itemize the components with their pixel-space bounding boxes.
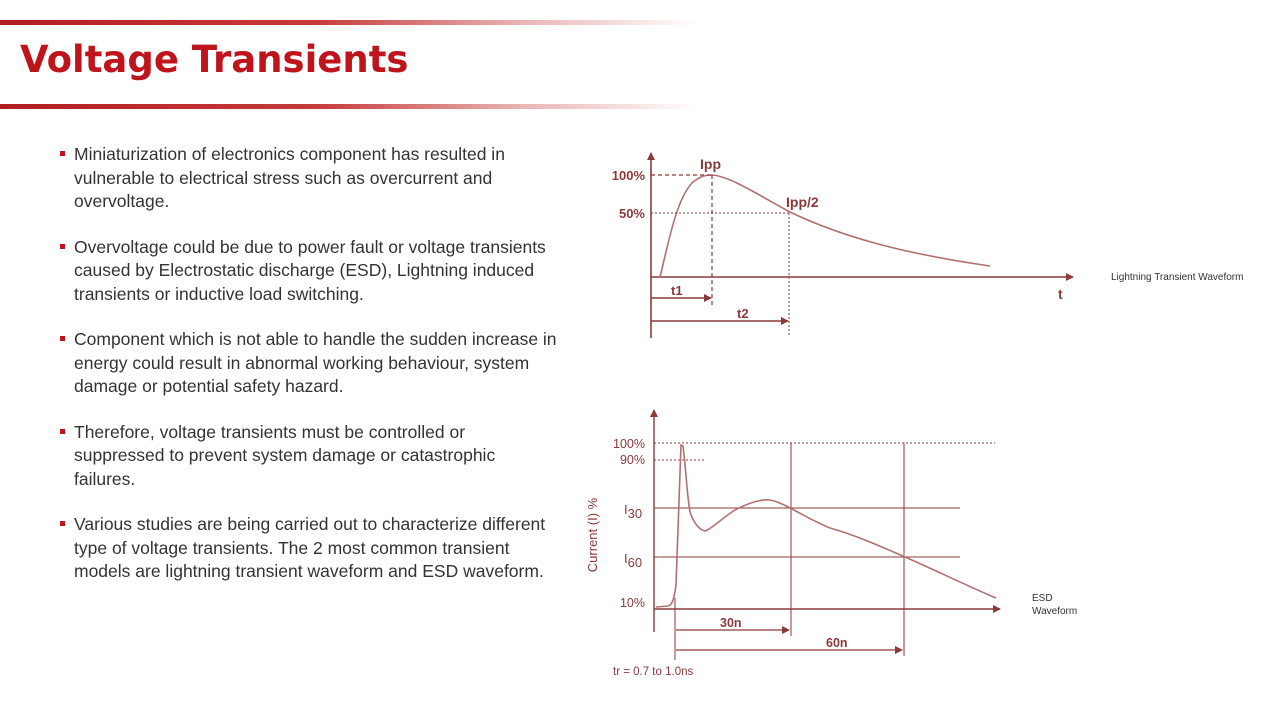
lightning-waveform-diagram — [612, 153, 1073, 338]
30n-label: 30n — [720, 616, 742, 630]
lightning-curve — [660, 175, 990, 277]
slide-title: Voltage Transients — [20, 38, 409, 81]
rise-time-label: tr = 0.7 to 1.0ns — [613, 666, 694, 678]
esd-caption: ESD Waveform — [1032, 593, 1078, 617]
esd-level-10-label: 10% — [619, 596, 645, 610]
bullet-item: Component which is not able to handle the sudden increase in energy could result in abnormal working behaviour, system damage or potential safety hazard. — [58, 328, 558, 399]
esd-level-90-label: 90% — [619, 453, 645, 467]
level-50-label: 50% — [618, 206, 645, 221]
bullet-item: Overvoltage could be due to power fault or voltage transients caused by Electrostatic discharge (ESD), Lightning induced transients or inductive load switching. — [58, 236, 558, 307]
60n-label: 60n — [826, 636, 848, 650]
bullet-item: Miniaturization of electronics component has resulted in vulnerable to electrical stress such as overcurrent and overvoltage. — [58, 143, 558, 214]
esd-curve — [656, 445, 996, 607]
bullet-item: Various studies are being carried out to characterize different type of voltage transients. The 2 most common transient models are lightning transient waveform and ESD waveform. — [58, 513, 558, 584]
t1-label: t1 — [671, 283, 683, 298]
time-axis-label: t — [1058, 286, 1063, 302]
i30-label: I30 — [624, 502, 643, 521]
i60-label: I60 — [624, 551, 643, 570]
ipp-half-label: Ipp/2 — [786, 194, 819, 210]
ipp-label: Ipp — [700, 156, 721, 172]
t2-label: t2 — [737, 306, 749, 321]
bullet-item: Therefore, voltage transients must be controlled or suppressed to prevent system damage or catastrophic failures. — [58, 421, 558, 492]
level-100-label: 100% — [611, 168, 645, 183]
esd-y-axis-label: Current (I) % — [585, 497, 600, 573]
lightning-caption: Lightning Transient Waveform — [1111, 272, 1244, 283]
esd-waveform-diagram — [585, 410, 1000, 678]
esd-level-100-label: 100% — [613, 437, 645, 451]
